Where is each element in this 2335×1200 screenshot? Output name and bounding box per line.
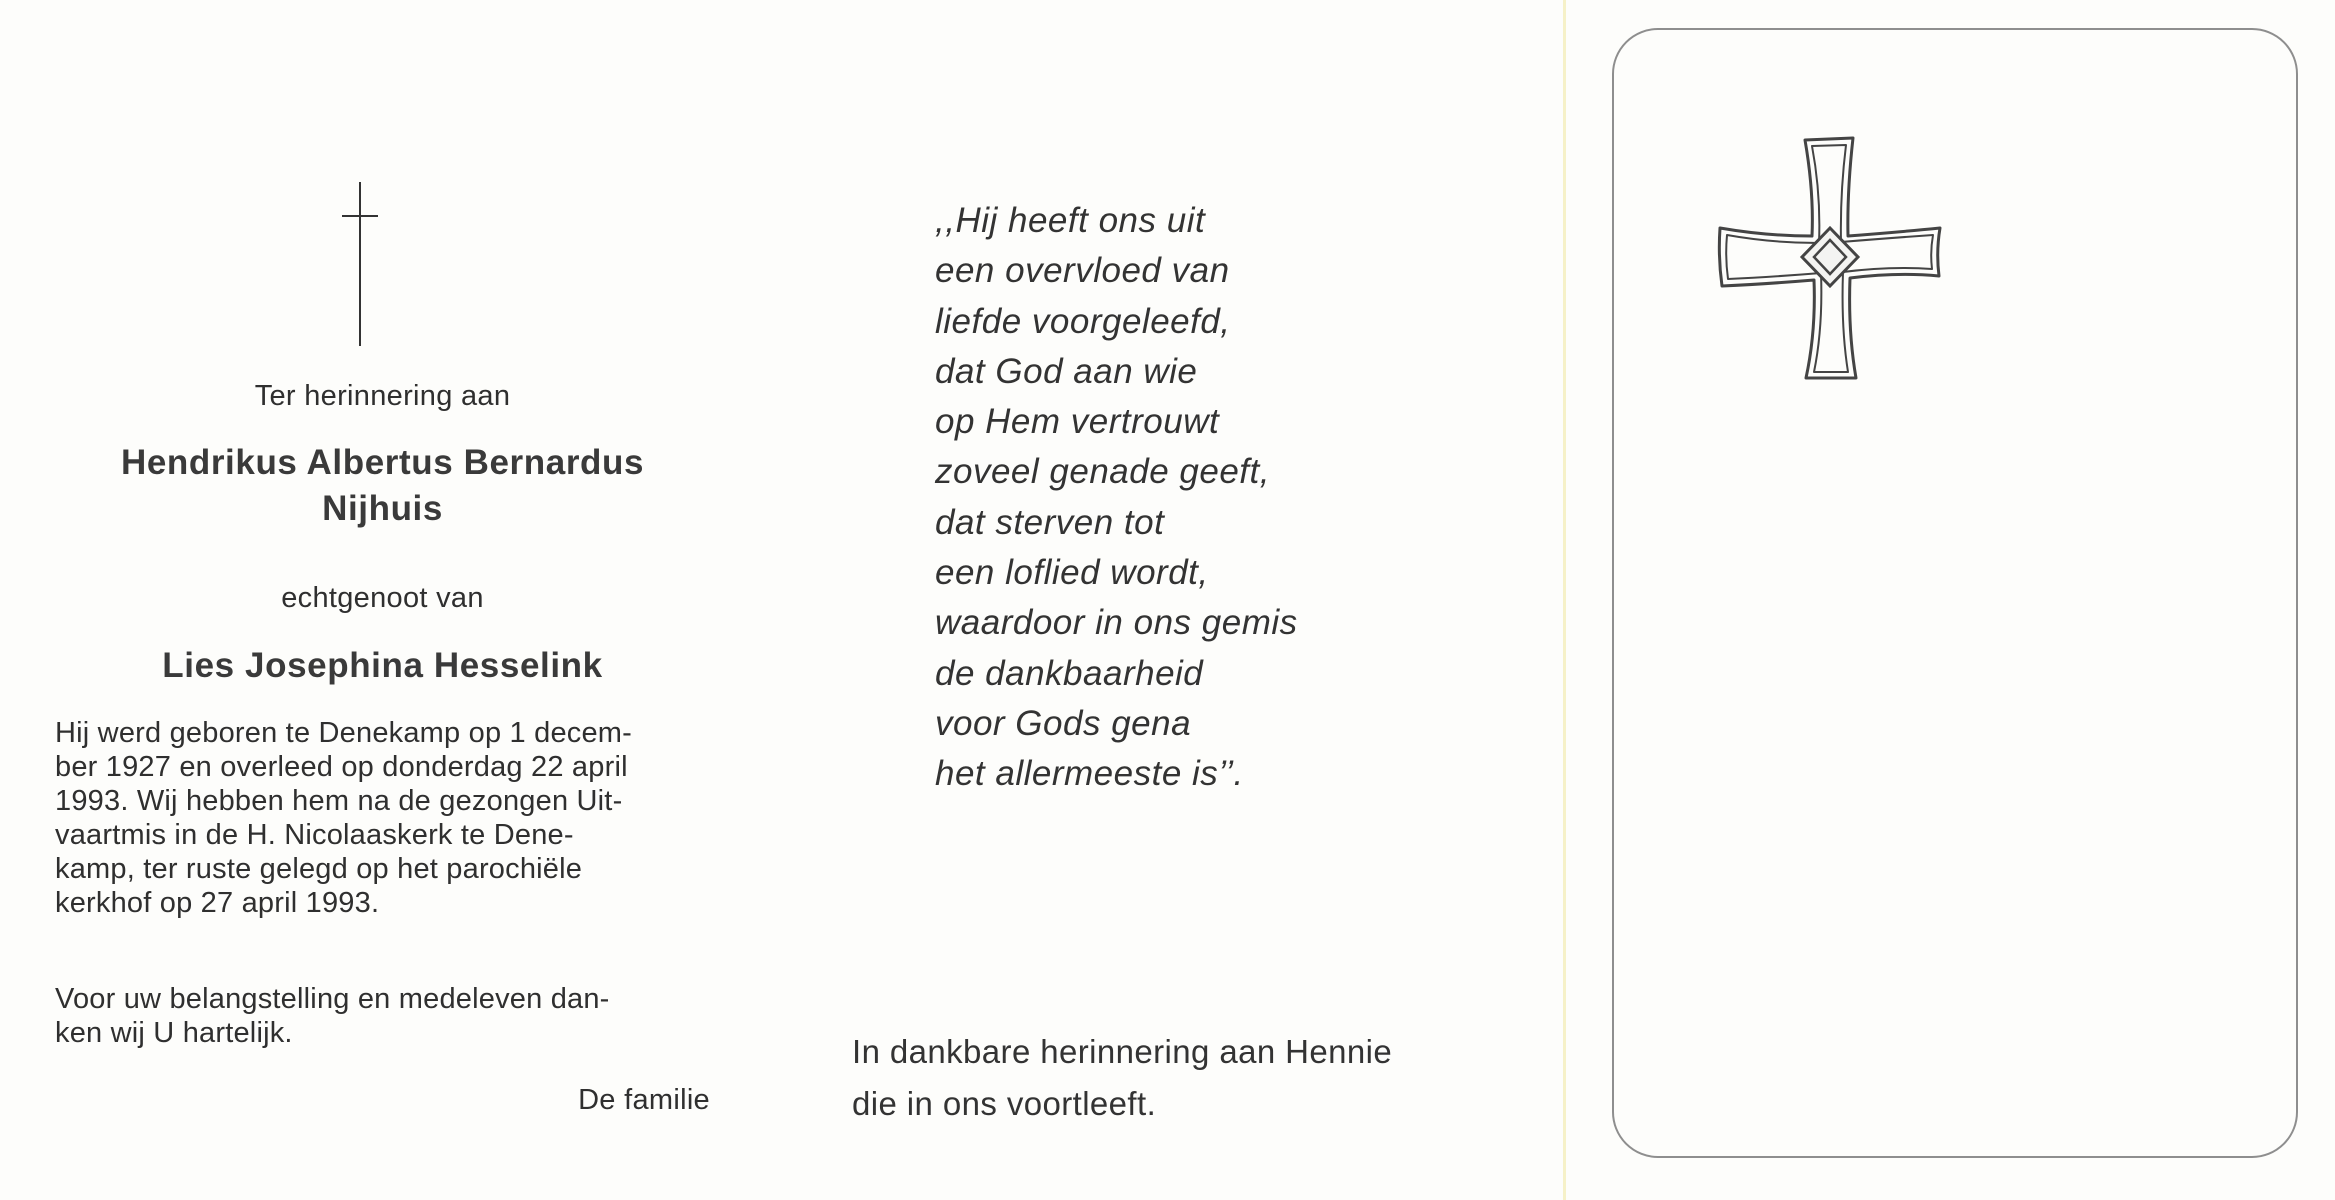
poem-line: de dankbaarheid xyxy=(935,653,1204,693)
thanks-paragraph xyxy=(55,982,710,1050)
spouse-intro-text: echtgenoot van xyxy=(281,582,484,614)
thanks-line: ken wij U hartelijk. xyxy=(55,1017,293,1049)
right-panel xyxy=(1566,0,2335,1200)
left-panel xyxy=(0,0,780,1200)
family-signature: De familie xyxy=(578,1084,710,1116)
bio-line: kerkhof op 27 april 1993. xyxy=(55,887,380,919)
poem-line: een overvloed van xyxy=(935,251,1230,291)
poem-line: het allermeeste is’’. xyxy=(935,754,1244,794)
cross-ornament-icon xyxy=(1710,132,1950,384)
middle-panel xyxy=(780,0,1560,1200)
memory-dedication xyxy=(852,1026,1532,1130)
thanks-line: Voor uw belangstelling en medeleven dan- xyxy=(55,983,610,1015)
intro-text: Ter herinnering aan xyxy=(254,380,511,412)
name-line-2: Nijhuis xyxy=(322,489,443,528)
bio-line: 1993. Wij hebben hem na de gezongen Uit- xyxy=(55,785,623,817)
poem-line: dat God aan wie xyxy=(935,351,1198,391)
poem-line: dat sterven tot xyxy=(935,502,1165,542)
deceased-name xyxy=(55,440,710,532)
memory-line-2: die in ons voortleeft. xyxy=(852,1085,1157,1122)
poem-line: een loflied wordt, xyxy=(935,553,1209,593)
spouse-name: Lies Josephina Hesselink xyxy=(162,646,603,685)
bio-line: vaartmis in de H. Nicolaaskerk te Dene- xyxy=(55,819,574,851)
small-cross-icon xyxy=(342,182,378,346)
name-line-1: Hendrikus Albertus Bernardus xyxy=(120,443,645,482)
memory-line-1: In dankbare herinnering aan Hennie xyxy=(852,1033,1393,1070)
bio-line: Hij werd geboren te Denekamp op 1 decem- xyxy=(55,717,633,749)
bio-line: ber 1927 en overleed op donderdag 22 april xyxy=(55,751,628,783)
biography-paragraph xyxy=(55,716,710,920)
poem xyxy=(935,196,1495,800)
poem-line: waardoor in ons gemis xyxy=(935,603,1298,643)
poem-line: liefde voorgeleefd, xyxy=(935,301,1231,341)
poem-line: voor Gods gena xyxy=(935,703,1192,743)
poem-line: ,,Hij heeft ons uit xyxy=(935,201,1206,240)
poem-line: zoveel genade geeft, xyxy=(935,452,1270,492)
bio-line: kamp, ter ruste gelegd op het parochiële xyxy=(55,853,583,885)
poem-line: op Hem vertrouwt xyxy=(935,402,1220,442)
